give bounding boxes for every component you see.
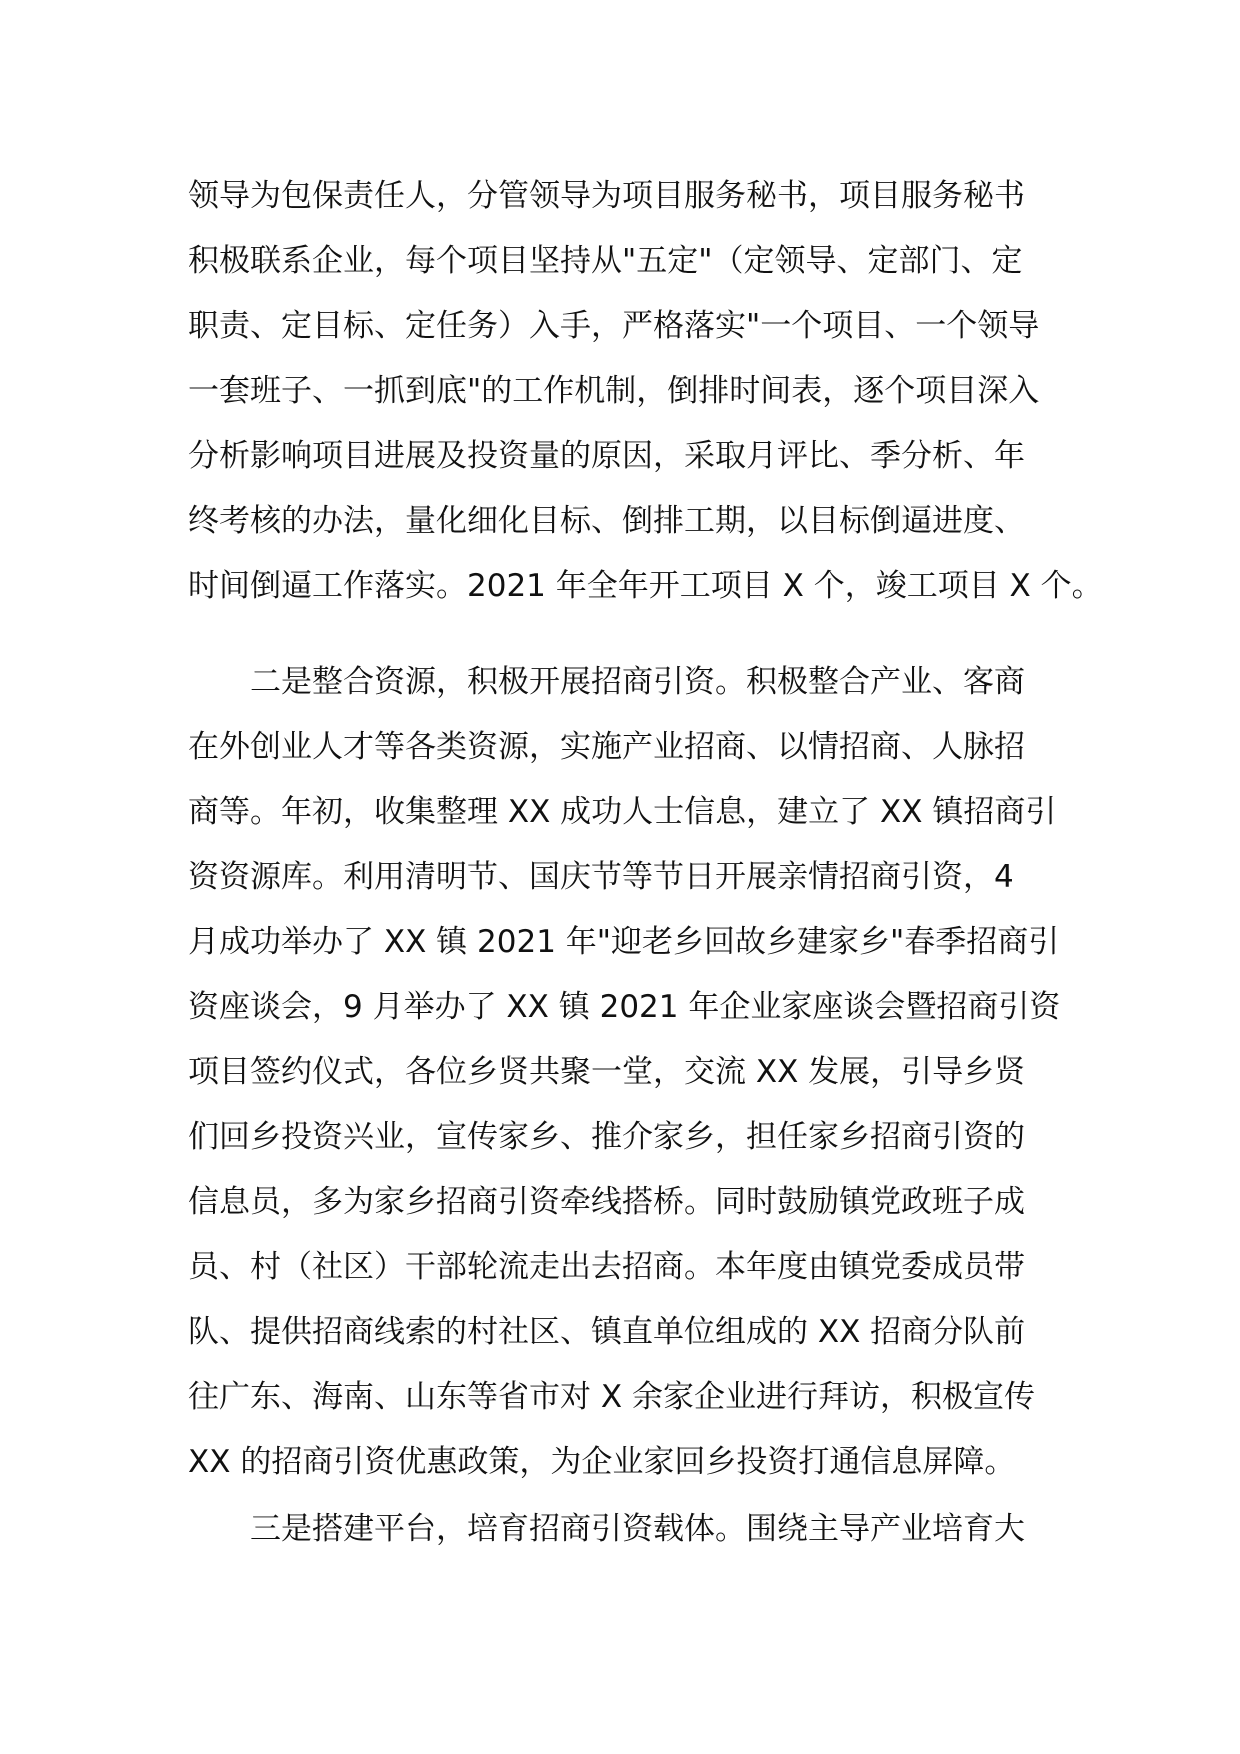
text-line: 领导为包保责任人，分管领导为项目服务秘书，项目服务秘书 (188, 178, 1025, 214)
text-line: 商等。年初，收集整理 XX 成功人士信息，建立了 XX 镇招商引 (188, 794, 1057, 830)
text-line: 积极联系企业，每个项目坚持从"五定"（定领导、定部门、定 (188, 243, 1023, 279)
text-line: 职责、定目标、定任务）入手，严格落实"一个项目、一个领导 (188, 308, 1040, 344)
text-line: 二是整合资源，积极开展招商引资。积极整合产业、客商 (250, 664, 1025, 700)
text-line: 往广东、海南、山东等省市对 X 余家企业进行拜访，积极宣传 (188, 1379, 1035, 1415)
paragraph-project-responsibility (188, 164, 1103, 619)
text-line: XX 的招商引资优惠政策，为企业家回乡投资打通信息屏障。 (188, 1444, 1016, 1480)
text-line: 一套班子、一抓到底"的工作机制，倒排时间表，逐个项目深入 (188, 373, 1040, 409)
text-line: 在外创业人才等各类资源，实施产业招商、以情招商、人脉招 (188, 729, 1025, 765)
text-line: 三是搭建平台，培育招商引资载体。围绕主导产业培育大 (250, 1511, 1025, 1547)
paragraph-build-platform (188, 1497, 1068, 1562)
text-line: 队、提供招商线索的村社区、镇直单位组成的 XX 招商分队前 (188, 1314, 1026, 1350)
text-line: 时间倒逼工作落实。2021 年全年开工项目 X 个，竣工项目 X 个。 (188, 568, 1103, 604)
text-line: 终考核的办法，量化细化目标、倒排工期，以目标倒逼进度、 (188, 503, 1025, 539)
text-line: 分析影响项目进展及投资量的原因，采取月评比、季分析、年 (188, 438, 1025, 474)
text-line: 们回乡投资兴业，宣传家乡、推介家乡，担任家乡招商引资的 (188, 1119, 1025, 1155)
paragraph-integrate-resources (188, 650, 1068, 1495)
text-line: 信息员，多为家乡招商引资牵线搭桥。同时鼓励镇党政班子成 (188, 1184, 1025, 1220)
text-line: 资座谈会，9 月举办了 XX 镇 2021 年企业家座谈会暨招商引资 (188, 989, 1061, 1025)
text-line: 员、村（社区）干部轮流走出去招商。本年度由镇党委成员带 (188, 1249, 1025, 1285)
text-line: 资资源库。利用清明节、国庆节等节日开展亲情招商引资，4 (188, 859, 1014, 895)
text-line: 月成功举办了 XX 镇 2021 年"迎老乡回故乡建家乡"春季招商引 (188, 924, 1060, 960)
text-line: 项目签约仪式，各位乡贤共聚一堂，交流 XX 发展，引导乡贤 (188, 1054, 1026, 1090)
